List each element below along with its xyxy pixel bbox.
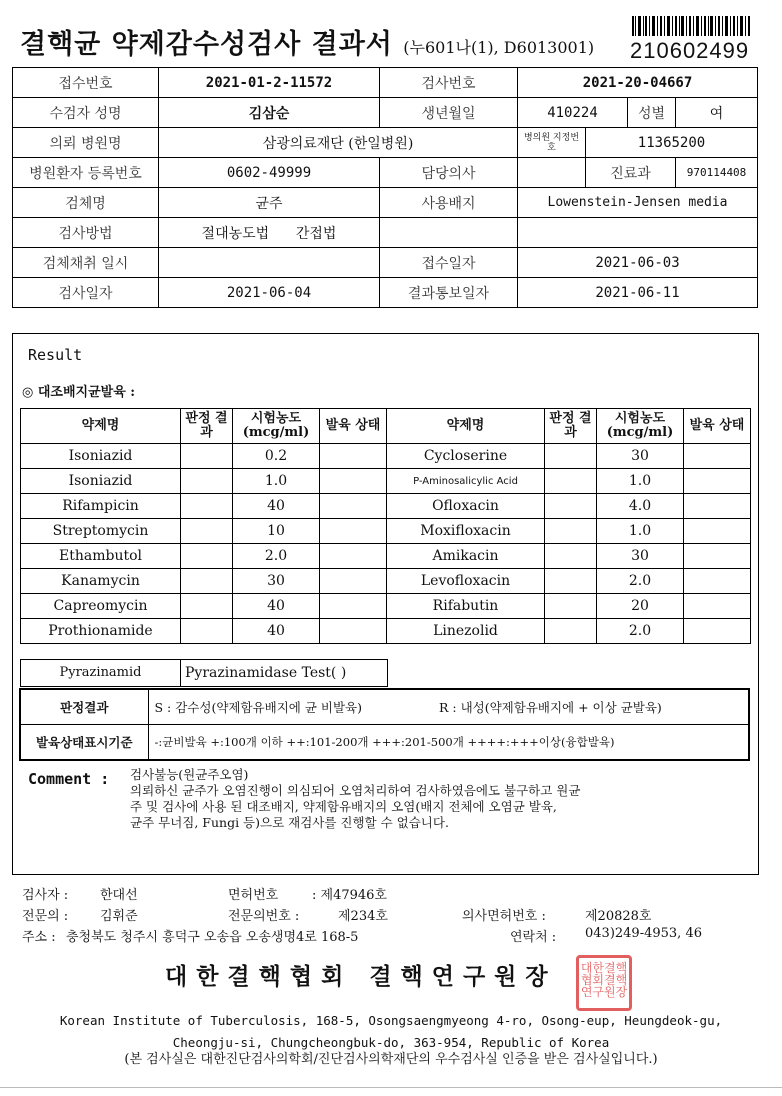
collect-date [159,248,380,278]
method-a: 절대농도법 [201,225,270,242]
pyrazinamidase-test: Pyrazinamidase Test( ) [185,665,347,681]
judge-cell [181,444,233,469]
growth-criteria: -:균비발육 +:100개 이하 ++:101-200개 +++:201-500개 ++++:+++이상(융합발육) [148,725,749,761]
spec-license-label: 전문의번호 : [228,909,300,924]
barcode-number: 210602499 [630,38,750,63]
hospital-label: 의뢰 병원명 [13,128,159,158]
test-no: 2021-20-04667 [518,68,758,98]
receive-date-label: 접수일자 [380,248,518,278]
comment-line: 주 및 검사에 사용 된 대조배지, 약제함유배지의 오염(배지 전체에 오염균 발육, [130,799,557,814]
form-code: (누601나(1), D6013001) [403,38,595,57]
drug-name: Isoniazid [21,469,181,494]
hospital-code-label: 병의원 지정번호 [518,128,586,158]
dob: 410224 [518,98,628,128]
table-row [21,544,751,569]
judge-cell [545,619,597,644]
contact-label: 연락처 : [510,930,557,945]
control-growth-label: ◎ 대조배지균발육 : [22,385,136,400]
drug-name: Moxifloxacin [387,519,545,544]
growth-cell [684,519,751,544]
bottom-divider [0,1087,782,1088]
judge-cell [181,619,233,644]
name-label: 수검자 성명 [13,98,159,128]
specimen: 균주 [159,188,380,218]
comment-text [130,767,745,831]
growth-criteria-label: 발육상태표시기준 [20,725,148,761]
drug-name: Rifabutin [387,594,545,619]
growth-cell [684,594,751,619]
blank-cell [380,218,518,248]
method-b: 간접법 [295,225,337,242]
medium: Lowenstein-Jensen media [518,188,758,218]
dept-label: 진료과 [586,158,676,188]
judge-cell [181,594,233,619]
pyrazinamid-row [20,659,388,687]
judge-cell [545,469,597,494]
tester-name: 한대선 [100,888,138,903]
conc-value: 30 [233,569,320,594]
title-text: 결핵균 약제감수성검사 결과서 [20,29,393,60]
judge-cell [181,519,233,544]
drug-name: Ofloxacin [387,494,545,519]
conc-value: 0.2 [233,444,320,469]
table-row [21,519,751,544]
hospital-code: 11365200 [586,128,758,158]
header-drug: 약제명 [387,409,545,444]
hospital-name: 삼광의료재단 (한일병원) [159,128,518,158]
sex-label: 성별 [628,98,676,128]
drug-name: Kanamycin [21,569,181,594]
header-conc: 시험농도 (mcg/ml) [597,409,684,444]
report-date: 2021-06-11 [518,278,758,308]
comment-line: 검사불능(원균주오염) [130,767,249,782]
comment-line: 의뢰하신 균주가 오염진행이 의심되어 오염처리하여 검사하였음에도 불구하고 원균 [130,783,581,798]
barcode [632,16,750,36]
doctor-label: 담당의사 [380,158,518,188]
method-cell [159,218,380,248]
doctor-license: 제20828호 [585,909,652,924]
growth-cell [320,544,387,569]
comment-label: Comment : [28,770,110,788]
growth-cell [684,469,751,494]
comment-line: 균주 무너짐, Fungi 등)으로 재검사를 진행할 수 없습니다. [130,815,449,830]
growth-cell [320,619,387,644]
drug-name: Amikacin [387,544,545,569]
receipt-no: 2021-01-2-11572 [159,68,380,98]
report-title [20,22,594,61]
drug-name: P-Aminosalicylic Acid [387,469,545,494]
test-date: 2021-06-04 [159,278,380,308]
specimen-label: 검체명 [13,188,159,218]
judge-label: 판정결과 [20,689,148,725]
judge-r: R : 내성(약제함유배지에 + 이상 균발육) [433,689,749,725]
header-growth: 발육 상태 [684,409,751,444]
spec-license: 제234호 [338,909,388,924]
judge-cell [181,469,233,494]
growth-cell [684,569,751,594]
growth-cell [684,494,751,519]
blank-cell [518,218,758,248]
judge-cell [181,494,233,519]
specialist-name: 김휘준 [100,909,138,924]
drug-name: Prothionamide [21,619,181,644]
judge-cell [545,444,597,469]
patient-name: 김삼순 [159,98,380,128]
pyrazinamid-label: Pyrazinamid [21,660,181,686]
header-judge: 판정 결과 [545,409,597,444]
conc-value: 2.0 [597,569,684,594]
english-address-line: Cheongju-si, Chungcheongbuk-do, 363-954, Republic of Korea [172,1035,610,1050]
conc-value: 20 [597,594,684,619]
drug-name: Isoniazid [21,444,181,469]
institute-name: 대한결핵협회 결핵연구원장 [165,963,557,990]
conc-value: 1.0 [233,469,320,494]
doctor [518,158,586,188]
address: 충청북도 청주시 흥덕구 오송읍 오송생명4로 168-5 [66,930,359,945]
header-drug: 약제명 [21,409,181,444]
result-label: Result [28,346,83,364]
conc-value: 30 [597,444,684,469]
judge-s: S : 감수성(약제함유배지에 균 비발육) [148,689,433,725]
method-label: 검사방법 [13,218,159,248]
patient-info-table [12,67,758,308]
certification-note: (본 검사실은 대한진단검사의학회/진단검사의학재단의 우수검사실 인증을 받은 검사실입니다.) [124,1052,658,1067]
specialist-label: 전문의 : [22,909,69,924]
contact: 043)249-4953, 46 [585,926,702,941]
growth-cell [320,444,387,469]
growth-cell [320,519,387,544]
growth-cell [320,594,387,619]
drug-name: Rifampicin [21,494,181,519]
license-label: 면허번호 [228,888,279,903]
conc-value: 1.0 [597,519,684,544]
growth-cell [684,619,751,644]
judge-cell [545,544,597,569]
table-row [21,619,751,644]
receive-date: 2021-06-03 [518,248,758,278]
conc-value: 2.0 [233,544,320,569]
growth-cell [684,544,751,569]
conc-value: 2.0 [597,619,684,644]
judge-cell [181,569,233,594]
growth-cell [320,569,387,594]
sex: 여 [676,98,758,128]
tester-label: 검사자 : [22,888,69,903]
dob-label: 생년월일 [380,98,518,128]
judge-cell [181,544,233,569]
growth-cell [320,494,387,519]
dept: 970114408 [676,158,758,188]
table-row [21,444,751,469]
judge-cell [545,519,597,544]
conc-value: 40 [233,594,320,619]
table-row [21,469,751,494]
judgement-table [19,688,750,761]
official-seal: 대한결핵협회결핵연구원장 [576,955,632,1011]
patient-reg: 0602-49999 [159,158,380,188]
doctor-license-label: 의사면허번호 : [462,909,546,924]
table-row [21,569,751,594]
drug-name: Levofloxacin [387,569,545,594]
conc-value: 1.0 [597,469,684,494]
header-growth: 발육 상태 [320,409,387,444]
report-date-label: 결과통보일자 [380,278,518,308]
license-number: : 제47946호 [312,888,387,903]
drug-name: Cycloserine [387,444,545,469]
header-conc: 시험농도 (mcg/ml) [233,409,320,444]
collect-date-label: 검체채취 일시 [13,248,159,278]
drug-name: Capreomycin [21,594,181,619]
conc-value: 30 [597,544,684,569]
table-row [21,594,751,619]
growth-cell [320,469,387,494]
conc-value: 40 [233,494,320,519]
drug-table [20,408,751,644]
growth-cell [684,444,751,469]
judge-cell [545,494,597,519]
receipt-no-label: 접수번호 [13,68,159,98]
conc-value: 40 [233,619,320,644]
drug-name: Linezolid [387,619,545,644]
test-date-label: 검사일자 [13,278,159,308]
test-no-label: 검사번호 [380,68,518,98]
judge-cell [545,594,597,619]
drug-name: Streptomycin [21,519,181,544]
drug-name: Ethambutol [21,544,181,569]
header-judge: 판정 결과 [181,409,233,444]
medium-label: 사용배지 [380,188,518,218]
conc-value: 4.0 [597,494,684,519]
patient-reg-label: 병원환자 등록번호 [13,158,159,188]
english-address-line: Korean Institute of Tuberculosis, 168-5, Osongsaengmyeong 4-ro, Osong-eup, Heungdeok-gu, [59,1013,723,1028]
address-label: 주소 : [22,930,56,945]
conc-value: 10 [233,519,320,544]
judge-cell [545,569,597,594]
table-row [21,494,751,519]
